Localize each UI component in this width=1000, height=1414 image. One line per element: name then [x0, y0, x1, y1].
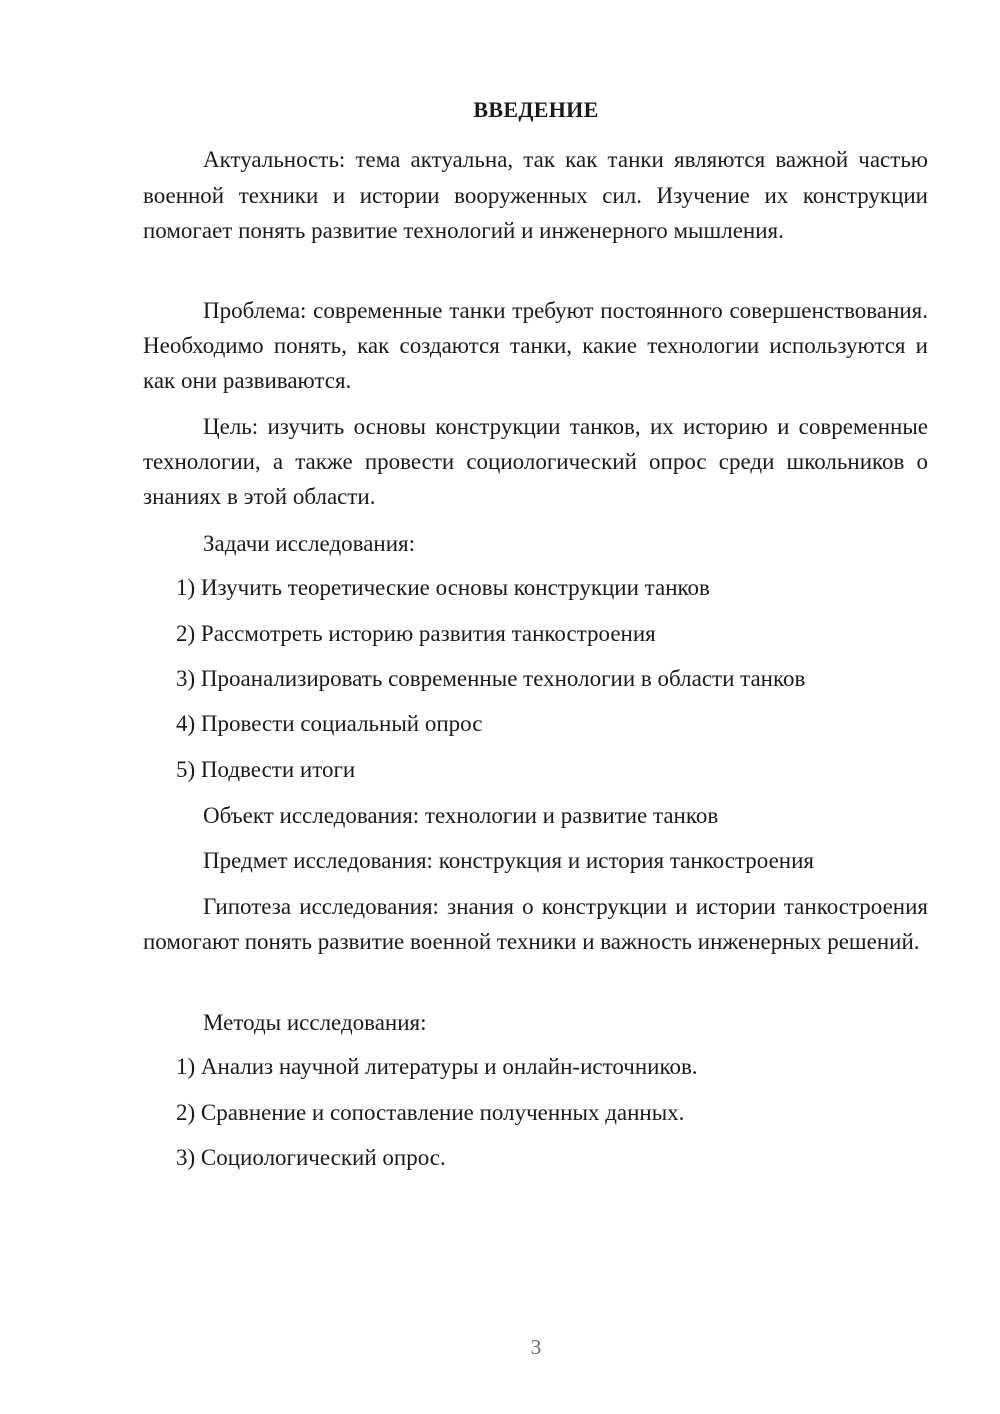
method-item-3: 3) Социологический опрос.	[176, 1145, 446, 1170]
task-item-2: 2) Рассмотреть историю развития танкостроения	[176, 621, 656, 646]
methods-heading: Методы исследования:	[203, 1010, 427, 1035]
tasks-heading: Задачи исследования:	[203, 531, 416, 556]
task-item-1: 1) Изучить теоретические основы конструкции танков	[176, 575, 710, 600]
relevance-paragraph: Актуальность: тема актуальна, так как танки являются важной частью военной техники и истории вооруженных сил. Изучение их конструкции помогает понять развитие технологий и инженерного мышления.	[143, 147, 928, 243]
object-line: Объект исследования: технологии и развитие танков	[203, 803, 719, 828]
method-item-1: 1) Анализ научной литературы и онлайн-источников.	[176, 1054, 698, 1079]
problem-paragraph: Проблема: современные танки требуют постоянного совершенствования. Необходимо понять, как создаются танки, какие технологии используются и как они развиваются.	[143, 298, 928, 393]
task-item-5: 5) Подвести итоги	[176, 757, 356, 782]
task-item-3: 3) Проанализировать современные технологии в области танков	[176, 666, 806, 691]
task-item-4: 4) Провести социальный опрос	[176, 711, 483, 736]
goal-paragraph: Цель: изучить основы конструкции танков, их историю и современные технологии, а также провести социологический опрос среди школьников о знаниях в этой области.	[143, 414, 928, 509]
subject-line: Предмет исследования: конструкция и история танкостроения	[203, 848, 814, 873]
hypothesis-paragraph: Гипотеза исследования: знания о конструкции и истории танкостроения помогают понять развитие военной техники и важность инженерных решений.	[143, 894, 928, 954]
method-item-2: 2) Сравнение и сопоставление полученных данных.	[176, 1100, 685, 1125]
page-number: 3	[530, 1335, 542, 1359]
page-title: ВВЕДЕНИЕ	[473, 97, 599, 122]
